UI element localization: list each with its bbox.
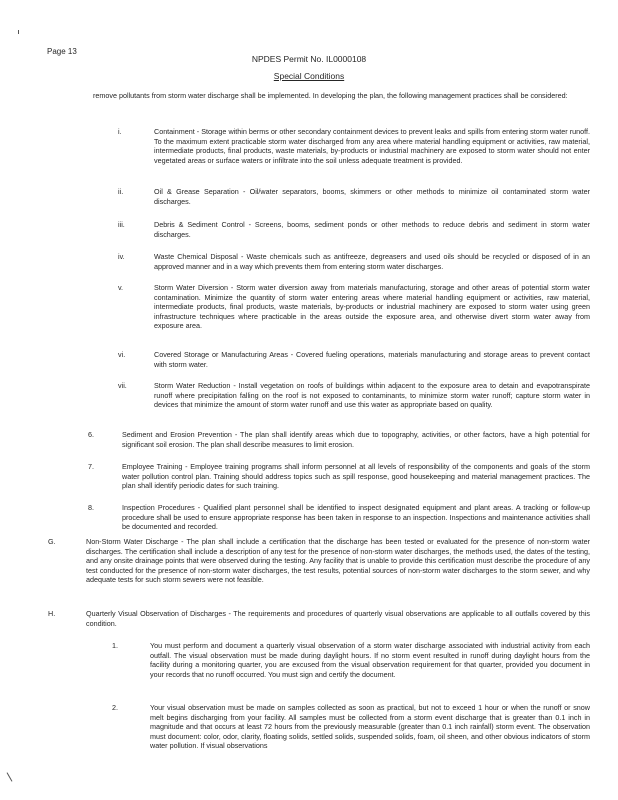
list-item-storm-reduction: [118, 381, 590, 410]
item-label: vii.: [118, 381, 127, 390]
section-text: Non-Storm Water Discharge - The plan shall include a certification that the discharge has been tested or evaluated for the presence of non-storm water discharges. The certification shall include a description of any test for the presence of non-storm water discharges, the methods used, the dates of the testing, and any onsite drainage points that were observed during the testing. Any facility that is unable to provide this certification must describe the procedure of any test conducted for the presence of non-storm water discharges, the test results, potential sources of non-storm water discharges to the storm sewer, and why adequate tests for such storm sewers were not feasible.: [86, 537, 590, 585]
list-item-debris-sediment: [118, 220, 590, 239]
item-label: i.: [118, 127, 122, 136]
list-item-containment: [118, 127, 590, 165]
list-item-quarterly-observation: [112, 641, 590, 679]
item-text: Oil & Grease Separation - Oil/water separators, booms, skimmers or other methods to minimize oil contaminated storm water discharges.: [154, 187, 590, 206]
item-label: 6.: [88, 430, 94, 439]
list-item-waste-chemical: [118, 252, 590, 271]
item-text: Employee Training - Employee training programs shall inform personnel at all levels of responsibility of the components and goals of the storm water pollution control plan. Training should address topics such as spill response, good housekeeping and material management practices. The plan shall identify periodic dates for such training.: [122, 462, 590, 491]
item-text: Waste Chemical Disposal - Waste chemicals such as antifreeze, degreasers and used oils should be recycled or disposed of in an approved manner and in a way which prevents them from entering storm water discharges.: [154, 252, 590, 271]
page-number: Page 13: [47, 47, 77, 56]
intro-paragraph: remove pollutants from storm water discharge shall be implemented. In developing the plan, the following management practices shall be considered:: [93, 91, 568, 100]
list-item-storm-diversion: [118, 283, 590, 331]
item-label: iii.: [118, 220, 125, 229]
item-text: Sediment and Erosion Prevention - The plan shall identify areas which due to topography, activities, or other factors, have a high potential for significant soil erosion. The plan shall describe measures to limit erosion.: [122, 430, 590, 449]
item-text: You must perform and document a quarterly visual observation of a storm water discharge associated with industrial activity from each outfall. The visual observation must be made during daylight hours. If no storm event resulted in runoff during daylight hours from the facility during a monitoring quarter, you are excused from the visual observation requirement for that quarter, provided you document in your records that no runoff occurred. You must sign and certify the document.: [150, 641, 590, 679]
item-text: Inspection Procedures - Qualified plant personnel shall be identified to inspect designated equipment and plant areas. A tracking or follow-up procedure shall be used to ensure appropriate response has been taken in response to an inspection. Inspections and maintenance activities shall be documented and recorded.: [122, 503, 590, 532]
permit-number: NPDES Permit No. IL0000108: [251, 54, 367, 64]
item-label: 1.: [112, 641, 118, 650]
item-label: 8.: [88, 503, 94, 512]
scan-mark: [7, 772, 13, 781]
list-item-sample-collection: [112, 703, 590, 751]
item-label: 2.: [112, 703, 118, 712]
list-item-inspection: [88, 503, 590, 532]
item-label: iv.: [118, 252, 125, 261]
item-label: ii.: [118, 187, 124, 196]
section-label: H.: [48, 609, 56, 618]
item-label: vi.: [118, 350, 126, 359]
item-text: Debris & Sediment Control - Screens, booms, sediment ponds or other methods to reduce debris and sediment in storm water discharges.: [154, 220, 590, 239]
item-label: 7.: [88, 462, 94, 471]
list-item-employee-training: [88, 462, 590, 491]
list-item-covered-storage: [118, 350, 590, 369]
scan-mark: [18, 30, 19, 34]
item-text: Covered Storage or Manufacturing Areas - Covered fueling operations, materials manufacturing and storage areas to prevent contact with storm water.: [154, 350, 590, 369]
section-text: Quarterly Visual Observation of Discharges - The requirements and procedures of quarterly visual observations are applicable to all outfalls covered by this condition.: [86, 609, 590, 628]
item-text: Containment - Storage within berms or other secondary containment devices to prevent leaks and spills from entering storm water runoff. To the maximum extent practicable storm water discharged from any area where material handling equipment or activities, raw material, intermediate products, final products, waste materials, by-products or industrial machinery are exposed to storm water should not enter vegetated areas or surface waters or infiltrate into the soil unless adequate treatment is provided.: [154, 127, 590, 165]
section-title: Special Conditions: [273, 71, 345, 81]
list-item-sediment-erosion: [88, 430, 590, 449]
list-item-oil-grease: [118, 187, 590, 206]
section-g-non-storm-water: [48, 537, 590, 585]
section-h-visual-observation: [48, 609, 590, 628]
item-text: Your visual observation must be made on samples collected as soon as practical, but not to exceed 1 hour or when the runoff or snow melt begins discharging from your facility. All samples must be collected from a storm event discharge that is greater than 0.1 inch in magnitude and that occurs at least 72 hours from the previously measurable (greater than 0.1 inch rainfall) storm event. The observation must document: color, odor, clarity, floating solids, settled solids, suspended solids, foam, oil sheen, and other obvious indicators of storm water pollution. If visual observations: [150, 703, 590, 751]
item-text: Storm Water Reduction - Install vegetation on roofs of buildings within adjacent to the exposure area to detain and evapotranspirate runoff where precipitation falling on the roof is not exposed to contaminants, to minimize storm water runoff; capture storm water in devices that minimize the amount of storm water runoff and use this water as appropriate based on quality.: [154, 381, 590, 410]
item-text: Storm Water Diversion - Storm water diversion away from materials manufacturing, storage and other areas of potential storm water contamination. Minimize the quantity of storm water entering areas where material handling equipment or activities, raw material, intermediate products, final products, waste materials, by-products or industrial machinery are exposed to storm water using green infrastructure techniques where practicable in the areas outside the exposure area, and otherwise divert storm water away from exposure area.: [154, 283, 590, 331]
item-label: v.: [118, 283, 124, 292]
section-label: G.: [48, 537, 56, 546]
